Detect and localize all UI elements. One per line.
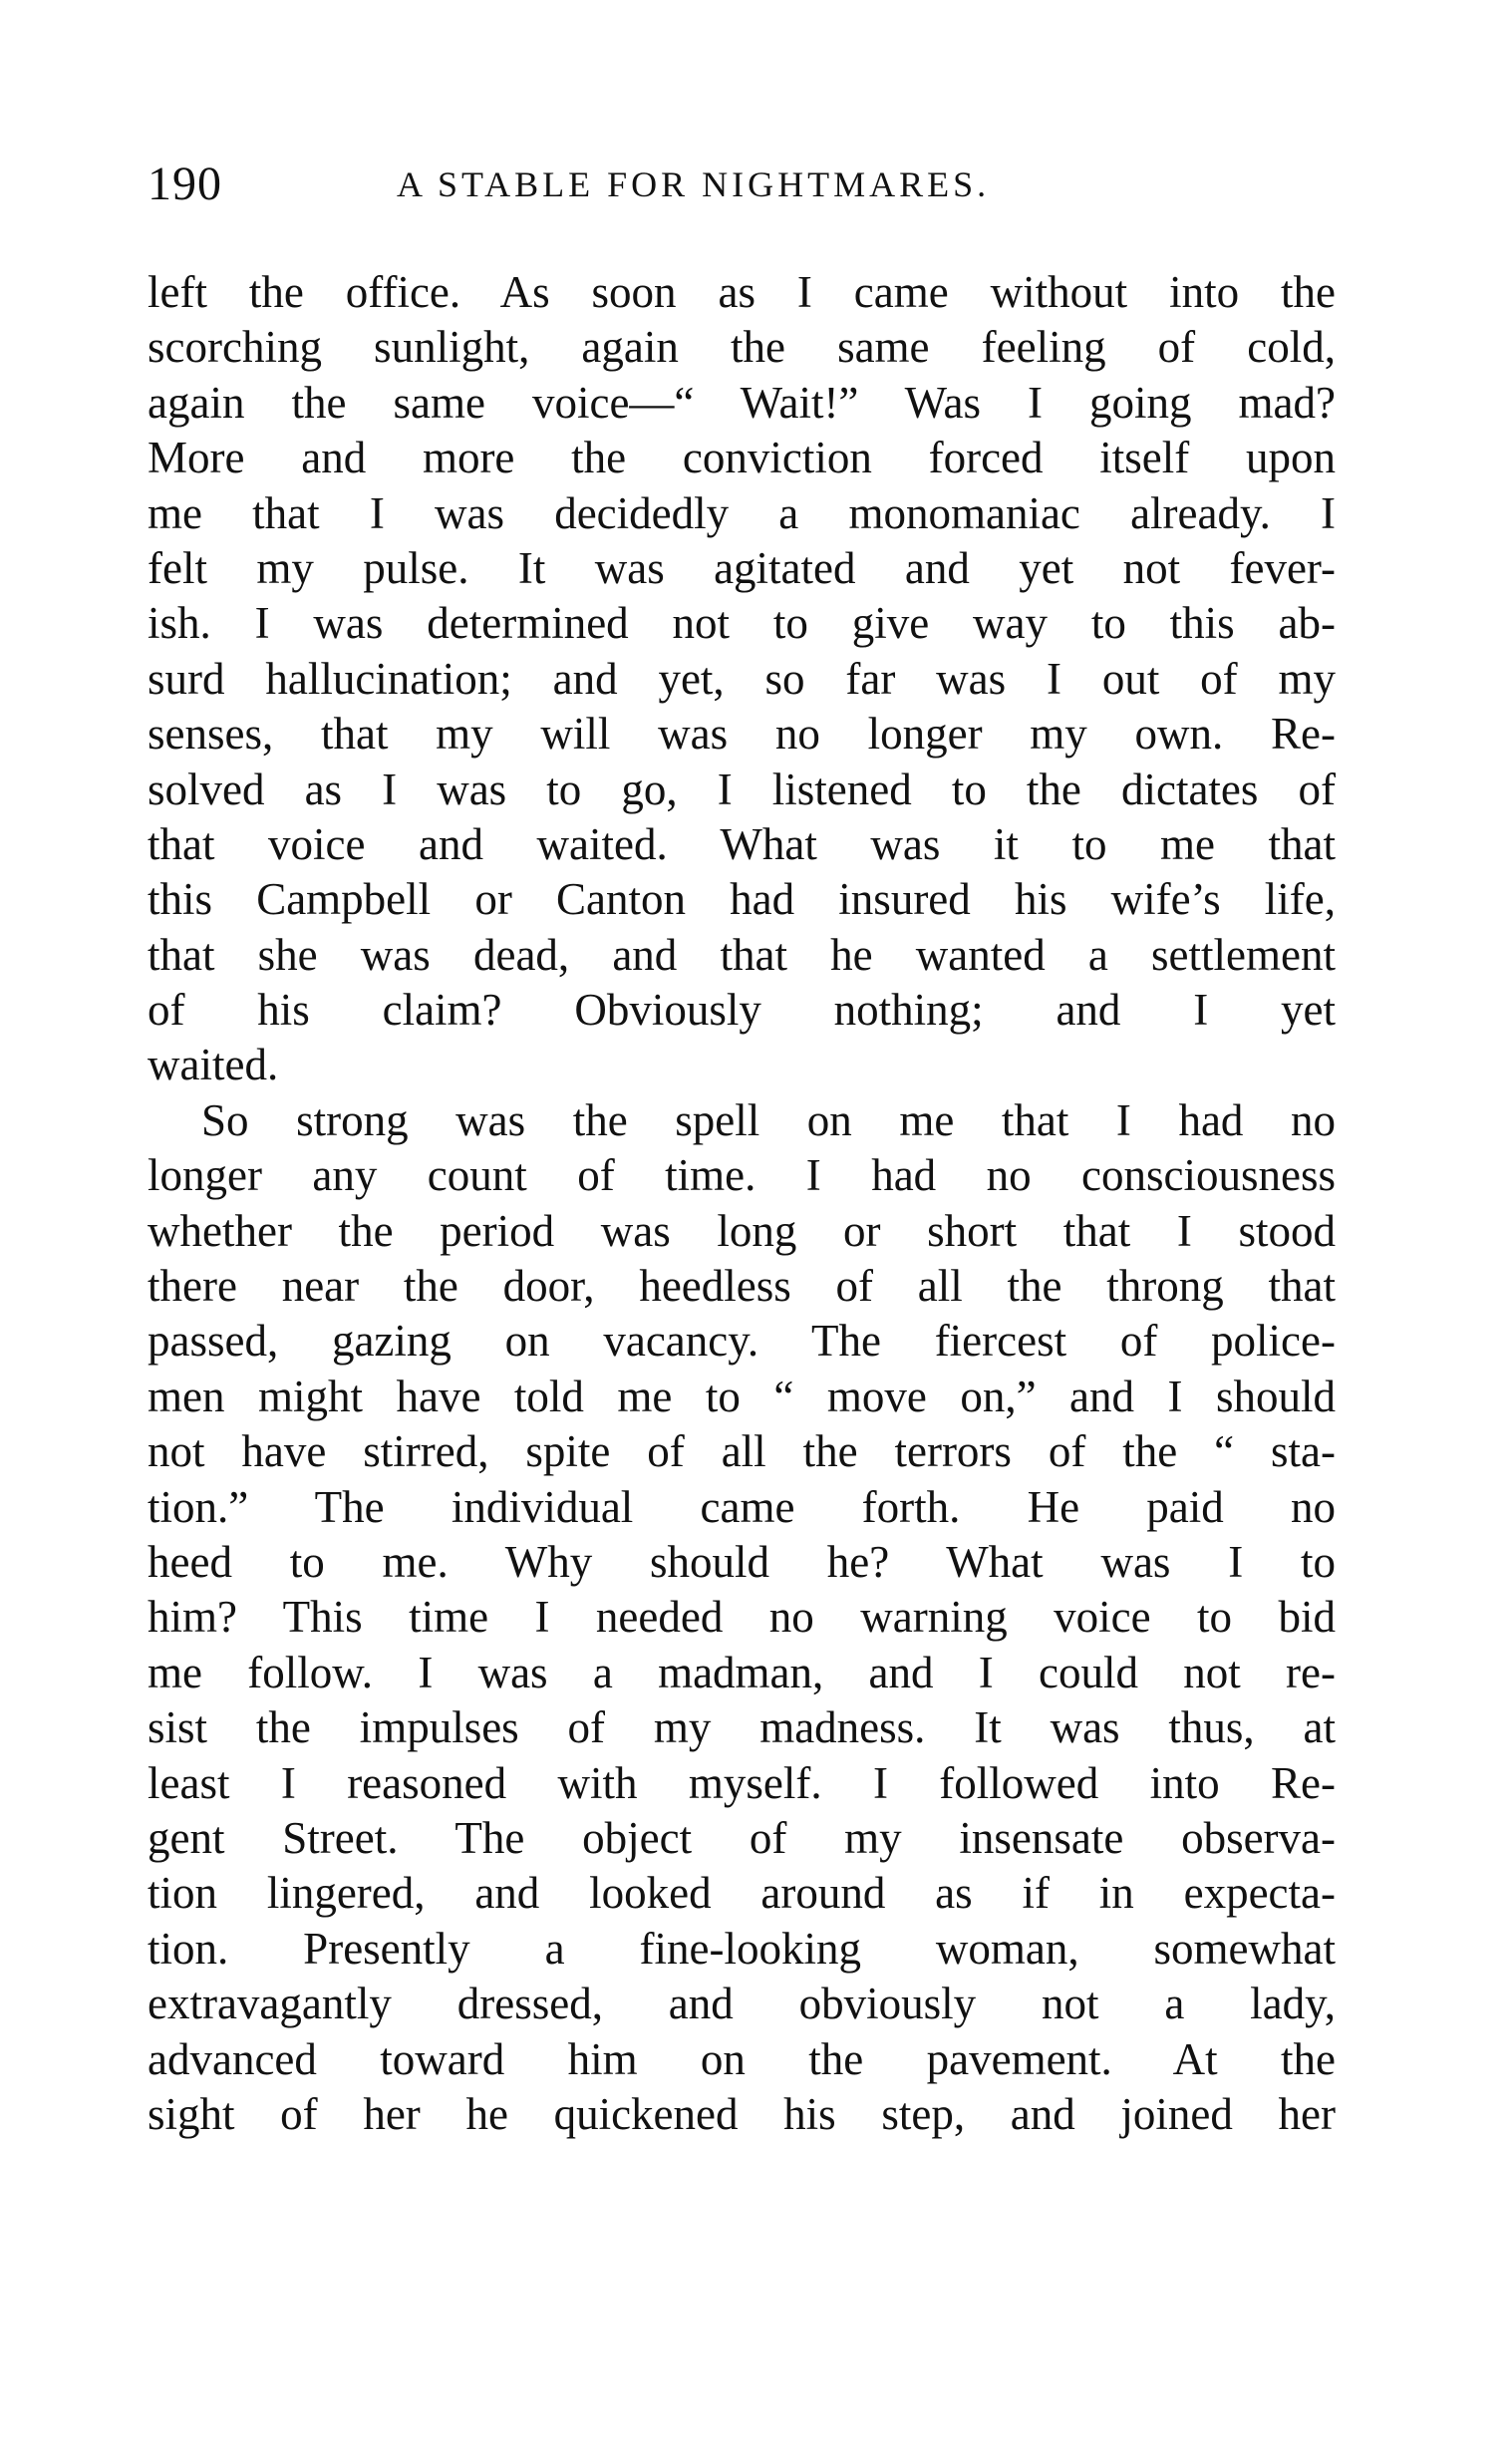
text-line: least I reasoned with myself. I followed into Re- — [148, 1757, 1336, 1808]
text-line: me follow. I was a madman, and I could not re- — [148, 1647, 1336, 1697]
body-text — [148, 265, 1336, 2142]
text-line: men might have told me to “ move on,” and I should — [148, 1371, 1336, 1421]
text-line: that voice and waited. What was it to me that — [148, 818, 1336, 869]
text-line: So strong was the spell on me that I had no — [201, 1094, 1336, 1145]
text-line: me that I was decidedly a monomaniac already. I — [148, 487, 1336, 538]
text-line: More and more the conviction forced itself upon — [148, 433, 1336, 483]
text-line: extravagantly dressed, and obviously not a lady, — [148, 1979, 1336, 2029]
text-line: waited. — [148, 1040, 279, 1090]
text-line: gent Street. The object of my insensate observa- — [148, 1812, 1336, 1863]
text-line: surd hallucination; and yet, so far was I out of my — [148, 653, 1336, 704]
text-line: of his claim? Obviously nothing; and I yet — [148, 985, 1336, 1036]
text-line: tion. Presently a fine-looking woman, somewhat — [148, 1923, 1336, 1974]
text-line: tion lingered, and looked around as if in expecta- — [148, 1868, 1336, 1919]
text-line: ish. I was determined not to give way to this ab- — [148, 598, 1336, 649]
text-line: longer any count of time. I had no consciousness — [148, 1150, 1336, 1201]
paragraph-2 — [148, 1093, 1336, 2142]
text-line: scorching sunlight, again the same feeling of cold, — [148, 322, 1336, 373]
text-line: advanced toward him on the pavement. At the — [148, 2033, 1336, 2084]
text-line: sist the impulses of my madness. It was thus, at — [148, 1702, 1336, 1753]
text-line: him? This time I needed no warning voice to bid — [148, 1592, 1336, 1643]
text-line: solved as I was to go, I listened to the dictates of — [148, 764, 1336, 814]
text-line: again the same voice—“ Wait!” Was I going mad? — [148, 377, 1336, 428]
text-line: this Campbell or Canton had insured his wife’s life, — [148, 874, 1336, 925]
text-line: heed to me. Why should he? What was I to — [148, 1536, 1336, 1587]
text-line: whether the period was long or short that I stood — [148, 1205, 1336, 1256]
text-line: not have stirred, spite of all the terrors of the “ sta- — [148, 1426, 1336, 1477]
text-line: sight of her he quickened his step, and joined her — [148, 2088, 1336, 2139]
text-line: there near the door, heedless of all the throng that — [148, 1261, 1336, 1312]
running-head — [148, 150, 1336, 219]
page-number: 190 — [148, 157, 222, 210]
text-line: left the office. As soon as I came without into the — [148, 267, 1336, 317]
text-line: tion.” The individual came forth. He paid no — [148, 1481, 1336, 1532]
running-title: A STABLE FOR NIGHTMARES. — [397, 164, 991, 204]
paragraph-1 — [148, 265, 1336, 1093]
text-line: senses, that my will was no longer my own. Re- — [148, 709, 1336, 760]
text-line: felt my pulse. It was agitated and yet not fever- — [148, 542, 1336, 593]
text-line: passed, gazing on vacancy. The fiercest of police- — [148, 1316, 1336, 1367]
text-line: that she was dead, and that he wanted a settlement — [148, 929, 1336, 980]
